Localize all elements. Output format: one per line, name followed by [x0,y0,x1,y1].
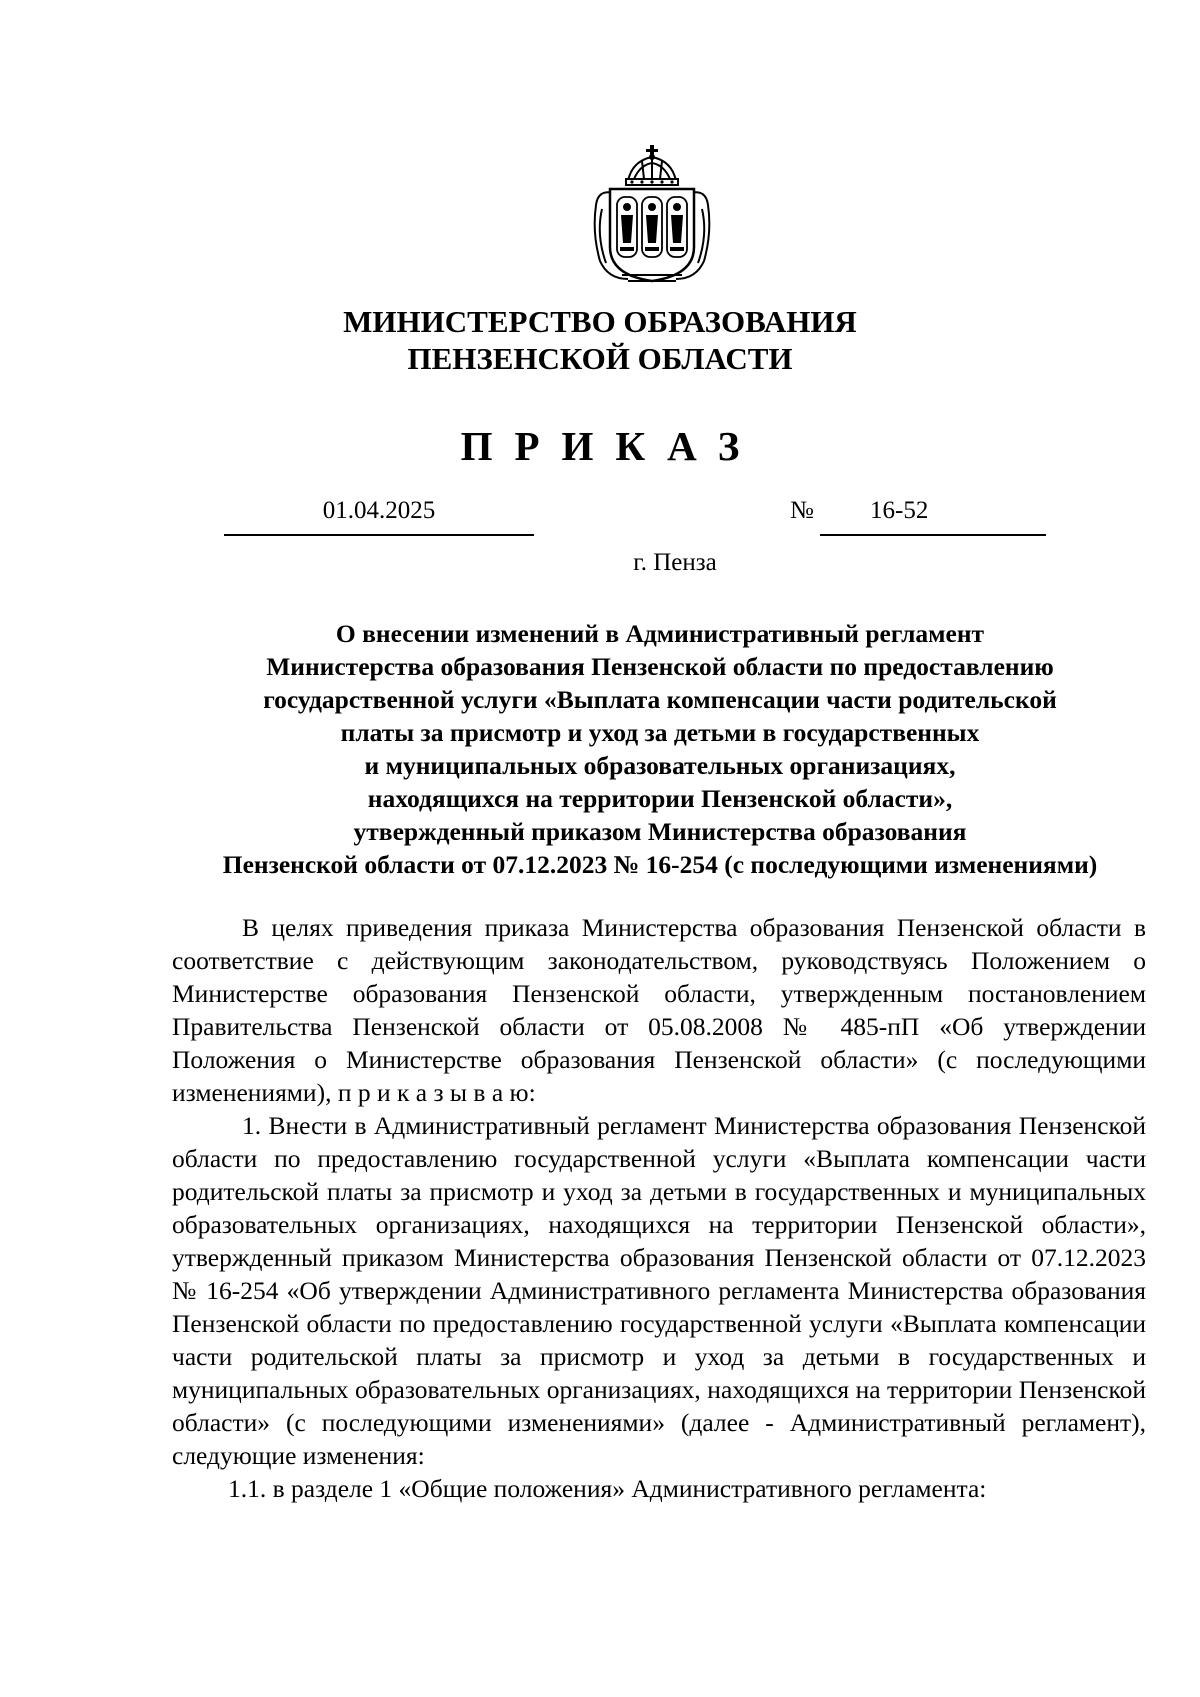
subject-line: платы за присмотр и уход за детьми в государственных [340,718,980,747]
number-sign: № [790,497,814,524]
order-body [172,911,1146,1505]
subject-line: и муниципальных образовательных организациях, [364,751,956,780]
number-underline [820,534,1046,536]
subject-line: государственной услуги «Выплата компенсации части родительской [263,685,1057,714]
subject-line: О внесении изменений в Административный регламент [335,619,985,648]
subject-line: находящихся на территории Пензенской области», [367,784,953,813]
order-date: 01.04.2025 [322,497,436,524]
subject-line: утвержденный приказом Министерства образования [353,817,967,846]
order-subject [160,617,1160,881]
intro-paragraph: В целях приведения приказа Министерства образования Пензенской области в соответствие с действующим законодательством, руководствуясь Положением о Министерстве образования Пензенской области, утвержденным постановлением Правительства Пензенской области от 05.08.2008 № 485-пП «Об утверждении Положения о Министерстве образования Пензенской области» (с последующими изменениями), п р и к а з ы в а ю: [172,913,1146,1107]
item-1-paragraph: 1. Внести в Административный регламент Министерства образования Пензенской области по предоставлению государственной услуги «Выплата компенсации части родительской платы за присмотр и уход за детьми в государственных и муниципальных образовательных организациях, находящихся на территории Пензенской области», утвержденный приказом Министерства образования Пензенской области от 07.12.2023 № 16-254 «Об утверждении Административного регламента Министерства образования Пензенской области по предоставлению государственной услуги «Выплата компенсации части родительской платы за присмотр и уход за детьми в государственных и муниципальных образовательных организациях, находящихся на территории Пензенской области» (с последующими изменениями» (далее - Административный регламент), следующие изменения: [172,1111,1146,1470]
ministry-name-line-1: МИНИСТЕРСТВО ОБРАЗОВАНИЯ [343,304,857,339]
subject-line: Министерства образования Пензенской области по предоставлению [266,652,1054,681]
item-1-1-paragraph: 1.1. в разделе 1 «Общие положения» Административного регламента: [228,1474,987,1503]
order-number: 16-52 [870,497,929,524]
city-name: г. Пенза [633,549,717,576]
date-underline [224,534,534,536]
coat-of-arms-icon [588,143,716,285]
document-type-title: ПРИКАЗ [460,423,762,469]
ministry-name-line-2: ПЕНЗЕНСКОЙ ОБЛАСТИ [407,341,793,376]
subject-line: Пензенской области от 07.12.2023 № 16-254 (с последующими изменениями) [222,850,1098,879]
ministry-name [0,303,1200,377]
